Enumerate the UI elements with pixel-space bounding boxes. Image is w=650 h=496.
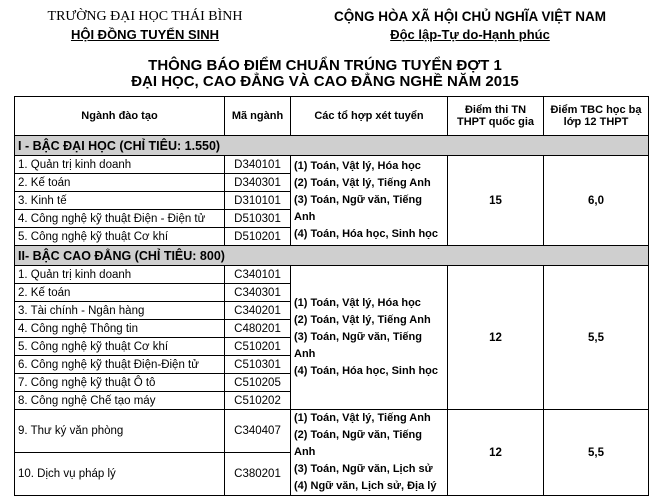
section-title: II- BẬC CAO ĐẲNG (CHỈ TIÊU: 800)	[15, 246, 649, 266]
title-line-1: THÔNG BÁO ĐIỂM CHUẨN TRÚNG TUYỂN ĐỢT 1	[148, 57, 502, 74]
section-title: I - BẬC ĐẠI HỌC (CHỈ TIÊU: 1.550)	[15, 136, 649, 156]
combo-list	[291, 156, 448, 246]
col-header-gpa-score: Điểm TBC học bạ lớp 12 THPT	[544, 97, 649, 136]
exam-score: 15	[448, 156, 544, 246]
combo-list	[291, 410, 448, 496]
combo-item: (4) Ngữ văn, Lịch sử, Địa lý	[294, 480, 437, 492]
major-name: 10. Dịch vụ pháp lý	[15, 453, 225, 496]
major-name: 3. Kinh tế	[15, 192, 225, 210]
nation-name: CỘNG HÒA XÃ HỘI CHỦ NGHĨA VIỆT NAM	[333, 9, 606, 24]
major-name: 4. Công nghệ kỹ thuật Điện - Điện tử	[15, 210, 225, 228]
combo-item: (1) Toán, Vật lý, Tiếng Anh	[294, 412, 431, 424]
major-name: 9. Thư ký văn phòng	[15, 410, 225, 453]
major-name: 3. Tài chính - Ngân hàng	[15, 302, 225, 320]
gpa-score: 6,0	[544, 156, 649, 246]
col-header-code: Mã ngành	[225, 97, 291, 136]
major-code: C340407	[225, 410, 291, 453]
school-name: TRƯỜNG ĐẠI HỌC THÁI BÌNH	[47, 9, 243, 24]
combo-item: (2) Toán, Vật lý, Tiếng Anh	[294, 177, 431, 189]
combo-item: (3) Toán, Ngữ văn, Tiếng Anh	[294, 194, 422, 223]
board-name: HỘI ĐỒNG TUYỂN SINH	[70, 27, 220, 42]
major-code: C340101	[225, 266, 291, 284]
combo-list	[291, 266, 448, 410]
major-name: 5. Công nghệ kỹ thuật Cơ khí	[15, 228, 225, 246]
major-name: 7. Công nghệ kỹ thuật Ô tô	[15, 374, 225, 392]
major-name: 1. Quản trị kinh doanh	[15, 156, 225, 174]
motto: Độc lập-Tự do-Hạnh phúc	[390, 27, 550, 42]
major-name: 6. Công nghệ kỹ thuật Điện-Điện tử	[15, 356, 225, 374]
table-header-row	[15, 97, 649, 136]
major-name: 8. Công nghệ Chế tạo máy	[15, 392, 225, 410]
major-name: 2. Kế toán	[15, 174, 225, 192]
major-code: D310101	[225, 192, 291, 210]
combo-item: (4) Toán, Hóa học, Sinh học	[294, 365, 439, 377]
combo-item: (3) Toán, Ngữ văn, Lịch sử	[294, 463, 433, 475]
table-row	[15, 410, 649, 453]
school-header	[0, 8, 290, 44]
major-name: 4. Công nghệ Thông tin	[15, 320, 225, 338]
major-name: 1. Quản trị kinh doanh	[15, 266, 225, 284]
national-header	[290, 8, 650, 44]
major-code: C380201	[225, 453, 291, 496]
combo-item: (4) Toán, Hóa học, Sinh học	[294, 228, 439, 240]
major-name: 5. Công nghệ kỹ thuật Cơ khí	[15, 338, 225, 356]
table-row	[15, 266, 649, 284]
major-code: D340301	[225, 174, 291, 192]
section-row	[15, 136, 649, 156]
gpa-score: 5,5	[544, 266, 649, 410]
combo-item: (1) Toán, Vật lý, Hóa học	[294, 160, 421, 172]
major-code: C510301	[225, 356, 291, 374]
col-header-major: Ngành đào tạo	[15, 97, 225, 136]
combo-item: (1) Toán, Vật lý, Hóa học	[294, 297, 421, 309]
major-code: D510201	[225, 228, 291, 246]
col-header-exam-score: Điểm thi TN THPT quốc gia	[448, 97, 544, 136]
combo-item: (2) Toán, Vật lý, Tiếng Anh	[294, 314, 431, 326]
title-line-2: ĐẠI HỌC, CAO ĐẲNG VÀ CAO ĐẲNG NGHỀ NĂM 2015	[131, 73, 519, 90]
major-code: C510201	[225, 338, 291, 356]
major-code: C510205	[225, 374, 291, 392]
major-code: C510202	[225, 392, 291, 410]
major-name: 2. Kế toán	[15, 284, 225, 302]
combo-item: (2) Toán, Ngữ văn, Tiếng Anh	[294, 429, 422, 458]
exam-score: 12	[448, 266, 544, 410]
major-code: C340301	[225, 284, 291, 302]
major-code: C340201	[225, 302, 291, 320]
col-header-combos: Các tổ hợp xét tuyển	[291, 97, 448, 136]
gpa-score: 5,5	[544, 410, 649, 496]
admission-score-table	[14, 96, 649, 496]
combo-item: (3) Toán, Ngữ văn, Tiếng Anh	[294, 331, 422, 360]
document-title	[0, 58, 650, 90]
major-code: D510301	[225, 210, 291, 228]
major-code: D340101	[225, 156, 291, 174]
exam-score: 12	[448, 410, 544, 496]
table-row	[15, 156, 649, 174]
section-row	[15, 246, 649, 266]
major-code: C480201	[225, 320, 291, 338]
